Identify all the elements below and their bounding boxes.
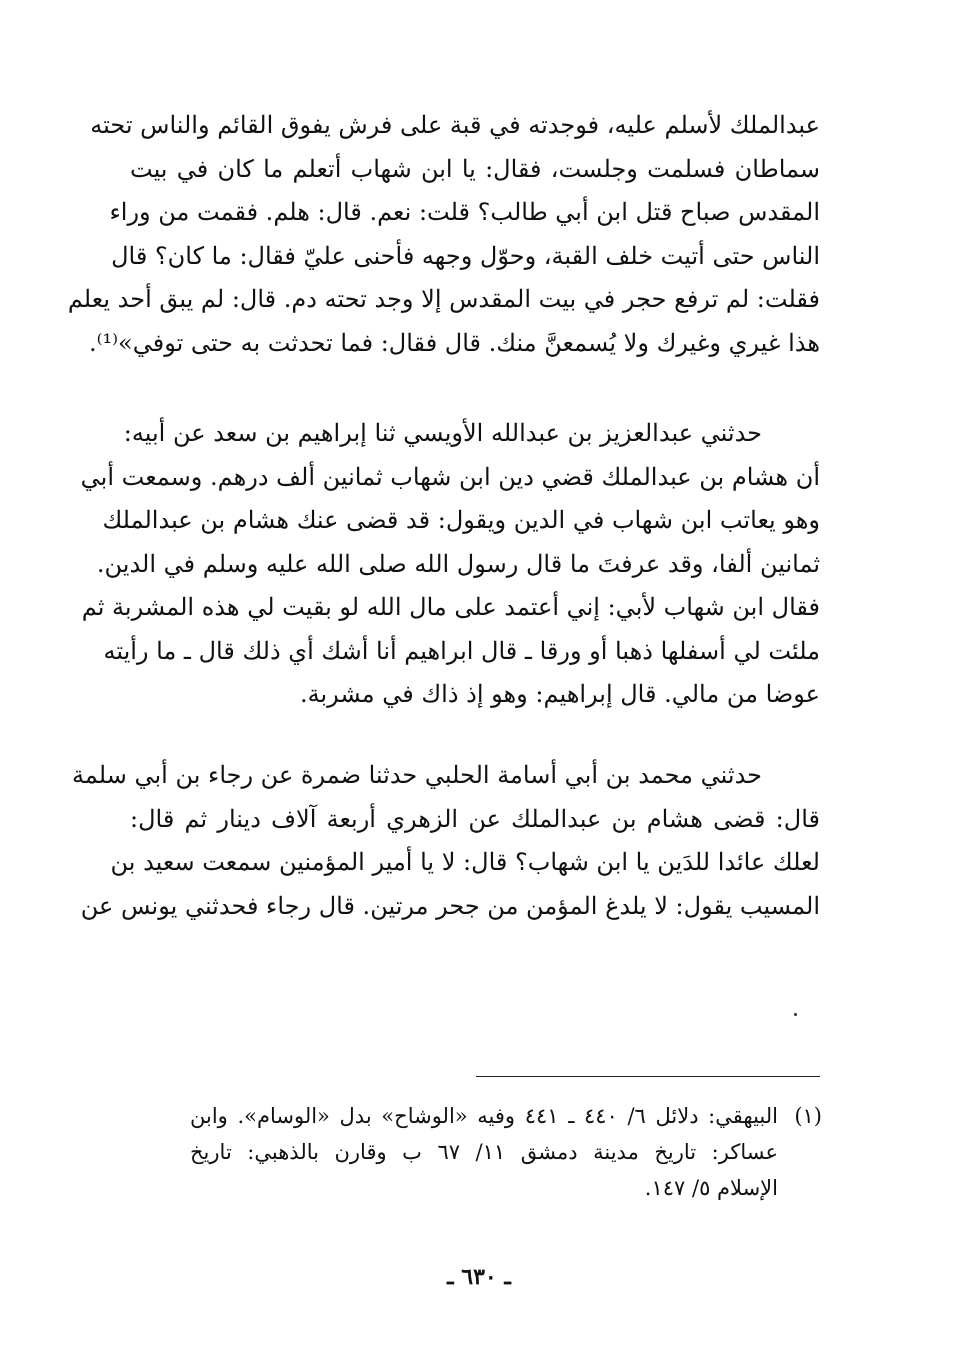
text-line: لعلك عائدا للدَين يا ابن شهاب؟ قال: لا يا أمير المؤمنين سمعت سعيد بن	[110, 848, 820, 876]
text-line: الناس حتى أتيت خلف القبة، وحوّل وجهه فأحنى عليّ فقال: ما كان؟ قال	[111, 241, 820, 270]
text-line: المقدس صباح قتل ابن أبي طالب؟ قلت: نعم. قال: هلم. فقمت من وراء	[109, 198, 820, 226]
text-line: وهو يعاتب ابن شهاب في الدين ويقول: قد قضى عنك هشام بن عبدالملك	[102, 506, 820, 534]
text-line: حدثني محمد بن أبي أسامة الحلبي حدثنا ضمرة عن رجاء بن أبي سلمة	[72, 761, 762, 789]
paragraph-1	[67, 104, 820, 365]
scan-speck	[794, 1013, 797, 1016]
text-line: قال: قضى هشام بن عبدالملك عن الزهري أربعة آلاف دينار ثم قال:	[130, 804, 820, 833]
text-line: فقال ابن شهاب لأبي: إني أعتمد على مال الله لو بقيت لي هذه المشربة ثم	[81, 593, 820, 621]
text-line: ثمانين ألفا، وقد عرفتَ ما قال رسول الله صلى الله عليه وسلم في الدين.	[96, 549, 820, 578]
footnote-line: البيهقي: دلائل ٦/ ٤٤٠ ـ ٤٤١ وفيه «الوشاح» بدل «الوسام». وابن	[190, 1104, 778, 1128]
footnote	[190, 1098, 822, 1206]
footnote-divider	[476, 1076, 820, 1077]
text-line: عبدالملك لأسلم عليه، فوجدته في قبة على فرش يفوق القائم والناس تحته	[90, 111, 820, 139]
text-line: هذا غيري وغيرك ولا يُسمعنَّ منك. قال فقال: فما تحدثت به حتى توفي»⁽¹⁾.	[88, 328, 820, 357]
text-line: عوضا من مالي. قال إبراهيم: وهو إذ ذاك في مشربة.	[299, 680, 820, 708]
page-number: ـ ٦٣٠ ـ	[447, 1264, 511, 1290]
footnote-line: الإسلام ٥/ ١٤٧.	[644, 1176, 778, 1200]
text-line: فقلت: لم ترفع حجر في بيت المقدس إلا وجد تحته دم. قال: لم يبق أحد يعلم	[67, 285, 820, 313]
text-line: سماطان فسلمت وجلست، فقال: يا ابن شهاب أتعلم ما كان في بيت	[130, 154, 820, 183]
footnote-body	[190, 1098, 778, 1206]
footnote-number: (١)	[794, 1104, 822, 1128]
paragraph-3	[72, 754, 820, 928]
paragraph-2	[80, 412, 820, 717]
text-line: ملئت لي أسفلها ذهبا أو ورقا ـ قال ابراهيم أنا أشك أي ذلك قال ـ ما رأيته	[103, 636, 820, 665]
text-line: حدثني عبدالعزيز بن عبدالله الأويسي ثنا إبراهيم بن سعد عن أبيه:	[123, 419, 762, 447]
text-line: المسيب يقول: لا يلدغ المؤمن من جحر مرتين. قال رجاء فحدثني يونس عن	[80, 891, 820, 920]
text-line: أن هشام بن عبدالملك قضي دين ابن شهاب ثمانين ألف درهم. وسمعت أبي	[80, 462, 820, 491]
footnote-line: عساكر: تاريخ مدينة دمشق ١١/ ٦٧ ب وقارن بالذهبي: تاريخ	[190, 1140, 778, 1164]
